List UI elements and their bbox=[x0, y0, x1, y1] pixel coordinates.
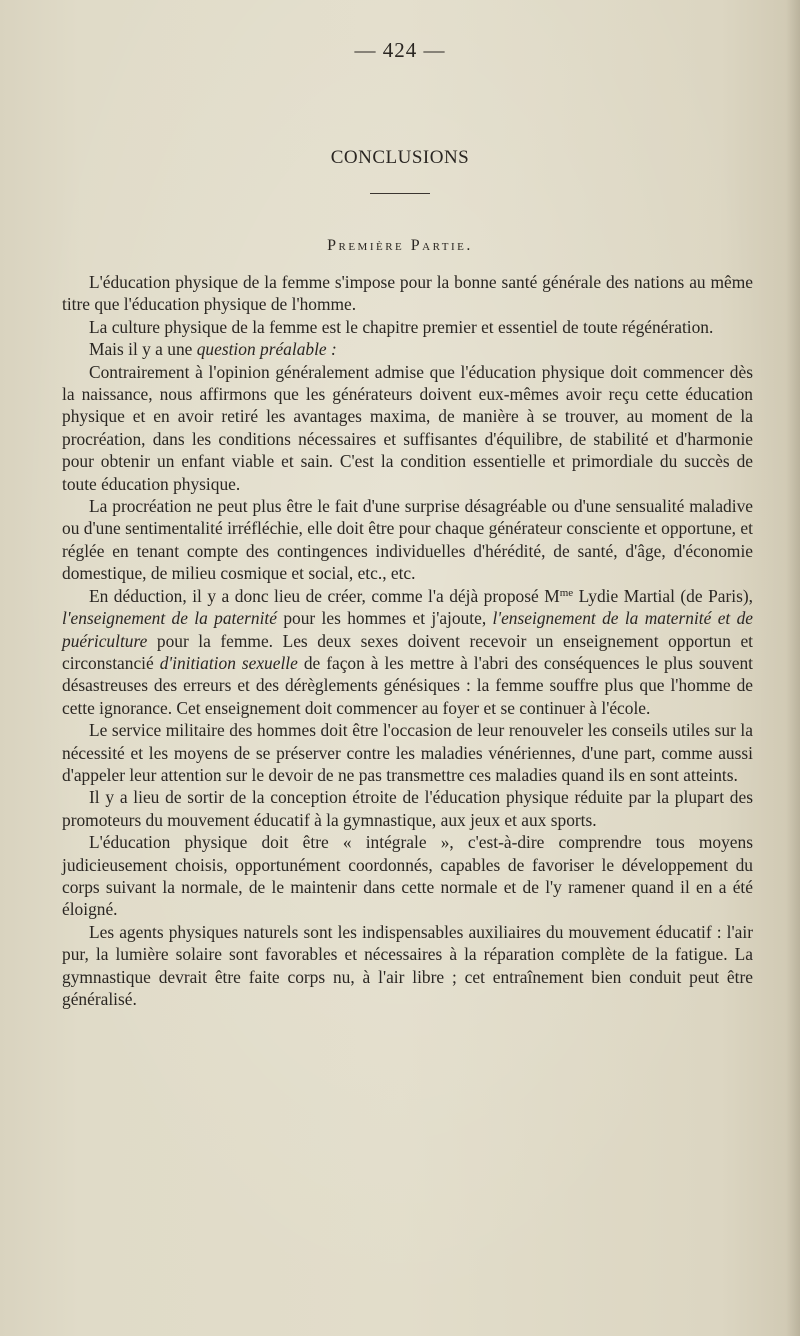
paragraph-7: Le service militaire des hommes doit être l'occasion de leur renouveler les conseils utiles sur la nécessité et les moyens de se préserver contre les maladies vénériennes, d'une part, comme aussi d'appeler leur attention sur le devoir de ne pas transmettre ces maladies quand ils en sont atteints. bbox=[62, 720, 753, 785]
part-title: Première Partie. bbox=[327, 237, 473, 254]
paragraph-6-emphasis-2: l'enseignement de la maternité et de puériculture bbox=[62, 608, 754, 651]
paragraph-6-text-c: pour les hommes et j'ajoute, bbox=[276, 608, 493, 629]
paragraph-10: Les agents physiques naturels sont les indispensables auxiliaires du mouvement éducatif : l'air pur, la lumière solaire sont favorables et nécessaires à la réparation complète de la fatigue. La gymnastique devrait être faite corps nu, à l'air libre ; cet entraînement bien conduit peut être généralisé. bbox=[62, 921, 753, 1009]
paragraph-6 bbox=[62, 585, 753, 719]
paragraph-2: La culture physique de la femme est le chapitre premier et essentiel de toute régénération. bbox=[89, 316, 714, 337]
page-edge-shadow bbox=[786, 0, 800, 1336]
paragraph-4: Contrairement à l'opinion généralement admise que l'éducation physique doit commencer dès la naissance, nous affirmons que les générateurs doivent eux-mêmes avoir reçu cette éducation physique et en avoir retiré les avantages maxima, de manière à se trouver, au moment de la procréation, dans les conditions nécessaires et suffisantes d'équilibre, de stabilité et d'harmonie pour obtenir un enfant viable et sain. C'est la condition essentielle et primordiale du succès de toute éducation physique. bbox=[62, 361, 753, 494]
paragraph-3 bbox=[62, 338, 753, 360]
paragraph-9: L'éducation physique doit être « intégrale », c'est-à-dire comprendre tous moyens judicieusement choisis, opportunément coordonnés, capables de favoriser le développement du corps suivant la normale, de le maintenir dans cette normale et de l'y ramener quand il en a été éloigné. bbox=[62, 832, 753, 920]
paragraph-3-text: Mais il y a une bbox=[89, 339, 197, 360]
paragraph-3-emphasis: question préalable : bbox=[196, 339, 337, 360]
paragraph-1: L'éducation physique de la femme s'impose pour la bonne santé générale des nations au même titre que l'éducation physique de l'homme. bbox=[62, 272, 753, 315]
paragraph-8: Il y a lieu de sortir de la conception étroite de l'éducation physique réduite par la plupart des promoteurs du mouvement éducatif à la gymnastique, aux jeux et aux sports. bbox=[62, 787, 753, 830]
paragraph-5: La procréation ne peut plus être le fait d'une surprise désagréable ou d'une sensualité maladive ou d'une sentimentalité irréfléchie, elle doit être pour chaque générateur consciente et opportune, et réglée en tenant compte des contingences individuelles d'hérédité, de santé, d'âge, d'économie domestique, de milieu cosmique et social, etc., etc. bbox=[62, 496, 753, 584]
paragraph-6-emphasis-1: l'enseignement de la paternité bbox=[62, 608, 277, 629]
paragraph-6-superscript: me bbox=[559, 586, 574, 599]
paragraph-6-text-d: pour la femme. Les deux sexes doivent recevoir un enseignement opportun et circonstancié bbox=[62, 630, 753, 673]
paragraph-6-emphasis-3: d'initiation sexuelle bbox=[159, 652, 298, 673]
body-text bbox=[62, 271, 753, 1010]
paragraph-6-text-e: de façon à les mettre à l'abri des conséquences le plus souvent désastreuses des erreurs et des dérèglements génésiques : la femme souffre plus que l'homme de cette ignorance. Cet enseignement doit commencer au foyer et se continuer à l'école. bbox=[62, 652, 753, 718]
page-number: — 424 — bbox=[354, 38, 446, 62]
paragraph-6-text-a: En déduction, il y a donc lieu de créer, comme l'a déjà proposé M bbox=[89, 585, 560, 606]
section-title: CONCLUSIONS bbox=[330, 147, 470, 168]
title-divider bbox=[370, 193, 430, 194]
paragraph-6-text-b: Lydie Martial (de Paris), bbox=[573, 585, 753, 606]
